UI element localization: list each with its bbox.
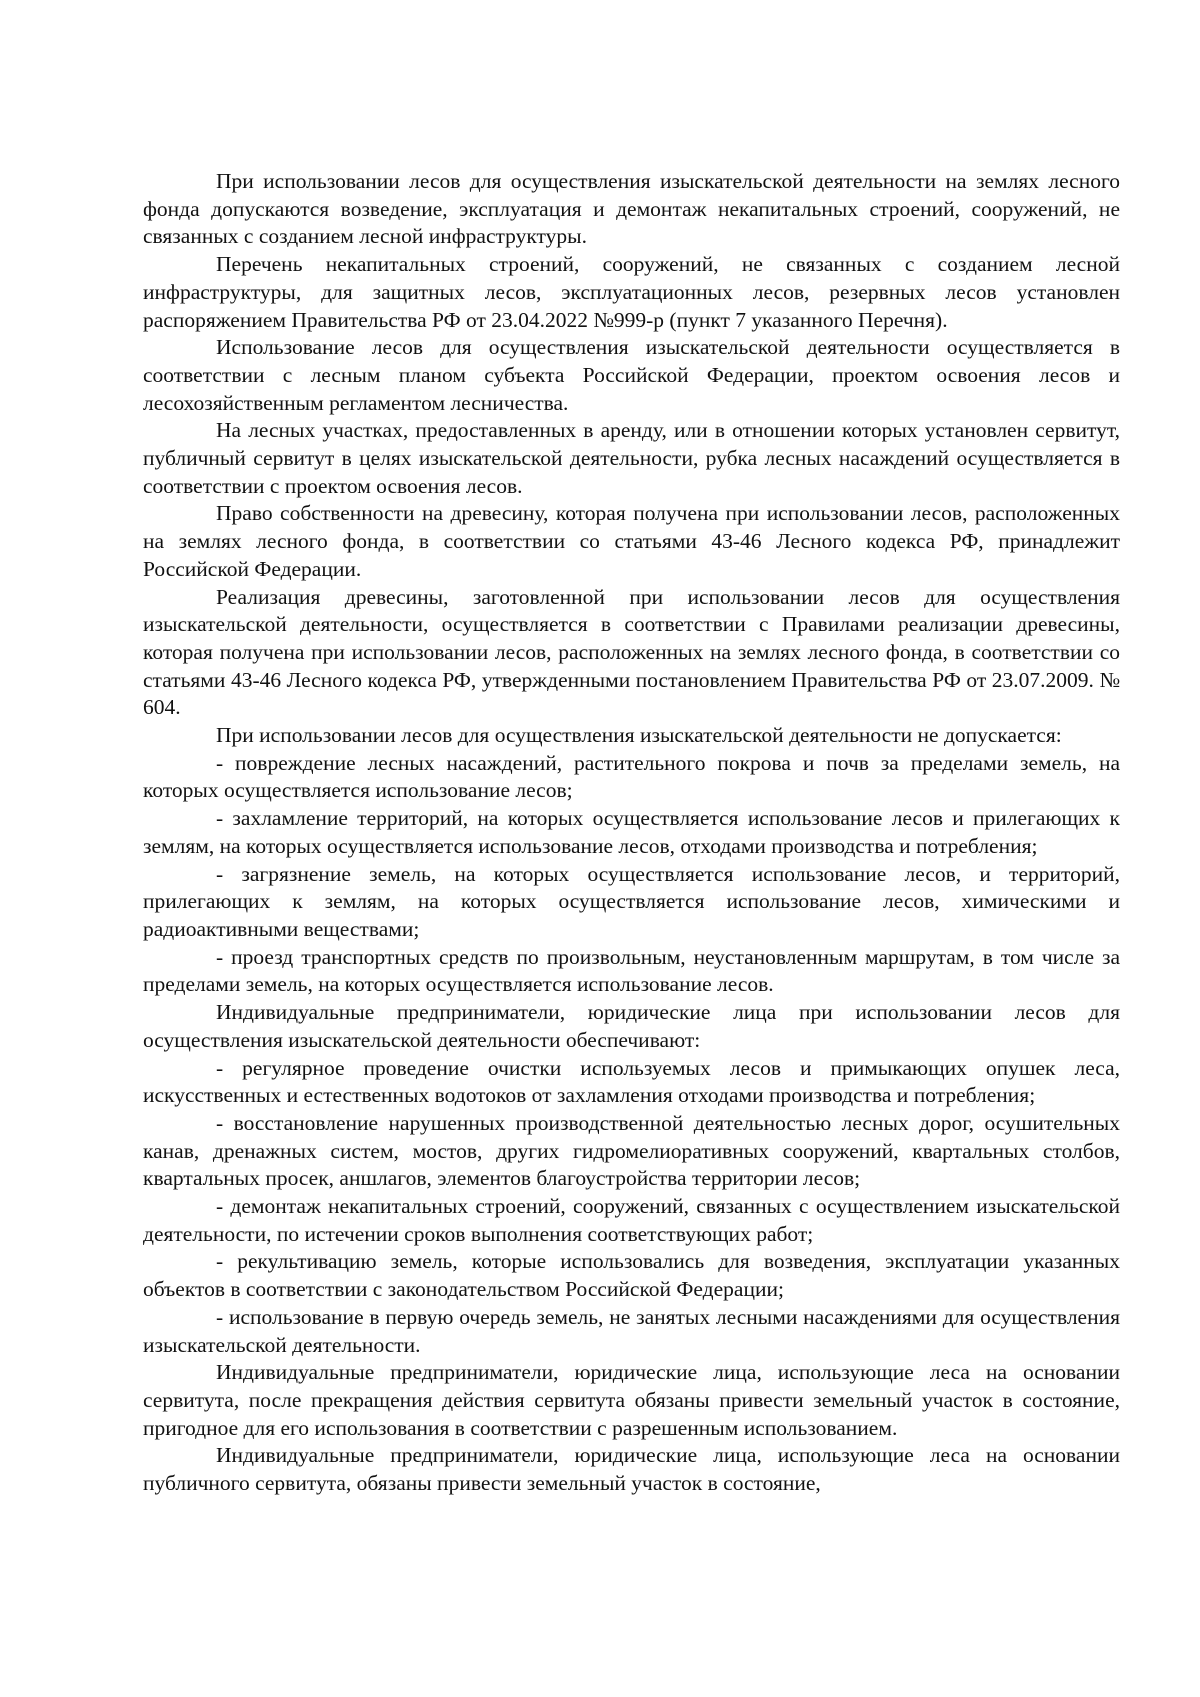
list-item: - загрязнение земель, на которых осуществляется использование лесов, и территорий, прилегающих к землям, на которых осуществляется использование лесов, химическими и радиоактивными веществами; bbox=[143, 861, 1120, 941]
list-item: - проезд транспортных средств по произвольным, неустановленным маршрутам, в том числе за пределами земель, на которых осуществляется использование лесов. bbox=[143, 944, 1120, 997]
paragraph: Использование лесов для осуществления изыскательской деятельности осуществляется в соответствии с лесным планом субъекта Российской Федерации, проектом освоения лесов и лесохозяйственным регламентом лесничества. bbox=[143, 335, 1120, 415]
paragraph: Реализация древесины, заготовленной при использовании лесов для осуществления изыскательской деятельности, осуществляется в соответствии с Правилами реализации древесины, которая получена при использовании лесов, расположенных на землях лесного фонда, в соответствии со статьями 43-46 Лесного кодекса РФ, утвержденными постановлением Правительства РФ от 23.07.2009. № 604. bbox=[143, 584, 1120, 720]
list-item: - повреждение лесных насаждений, растительного покрова и почв за пределами земель, на которых осуществляется использование лесов; bbox=[143, 750, 1120, 803]
paragraph: При использовании лесов для осуществления изыскательской деятельности на землях лесного фонда допускаются возведение, эксплуатация и демонтаж некапитальных строений, сооружений, не связанных с созданием лесной инфраструктуры. bbox=[143, 169, 1120, 249]
list-item: - рекультивацию земель, которые использовались для возведения, эксплуатации указанных объектов в соответствии с законодательством Российской Федерации; bbox=[143, 1249, 1120, 1302]
document-body bbox=[143, 168, 1120, 1498]
list-item: - восстановление нарушенных производственной деятельностью лесных дорог, осушительных канав, дренажных систем, мостов, других гидромелиоративных сооружений, квартальных столбов, квартальных просек, аншлагов, элементов благоустройства территории лесов; bbox=[143, 1110, 1120, 1191]
paragraph: Перечень некапитальных строений, сооружений, не связанных с созданием лесной инфраструктуры, для защитных лесов, эксплуатационных лесов, резервных лесов установлен распоряжением Правительства РФ от 23.04.2022 №999-р (пункт 7 указанного Перечня). bbox=[143, 252, 1120, 332]
paragraph: На лесных участках, предоставленных в аренду, или в отношении которых установлен сервитут, публичный сервитут в целях изыскательской деятельности, рубка лесных насаждений осуществляется в соответствии с проектом освоения лесов. bbox=[143, 418, 1120, 498]
list-item: - демонтаж некапитальных строений, сооружений, связанных с осуществлением изыскательской деятельности, по истечении сроков выполнения соответствующих работ; bbox=[143, 1194, 1120, 1246]
paragraph: При использовании лесов для осуществления изыскательской деятельности не допускается: bbox=[216, 723, 1062, 748]
list-item: - регулярное проведение очистки используемых лесов и примыкающих опушек леса, искусственных и естественных водотоков от захламления отходами производства и потребления; bbox=[143, 1055, 1120, 1108]
paragraph: Индивидуальные предприниматели, юридические лица при использовании лесов для осуществления изыскательской деятельности обеспечивают: bbox=[143, 1000, 1120, 1052]
paragraph: Право собственности на древесину, которая получена при использовании лесов, расположенных на землях лесного фонда, в соответствии со статьями 43-46 Лесного кодекса РФ, принадлежит Российской Федерации. bbox=[143, 501, 1120, 581]
paragraph: Индивидуальные предприниматели, юридические лица, использующие леса на основании сервитута, после прекращения действия сервитута обязаны привести земельный участок в состояние, пригодное для его использования в соответствии с разрешенным использованием. bbox=[143, 1360, 1120, 1440]
paragraph: Индивидуальные предприниматели, юридические лица, использующие леса на основании публичного сервитута, обязаны привести земельный участок в состояние, bbox=[143, 1443, 1120, 1496]
list-item: - использование в первую очередь земель, не занятых лесными насаждениями для осуществления изыскательской деятельности. bbox=[143, 1304, 1120, 1357]
list-item: - захламление территорий, на которых осуществляется использование лесов и прилегающих к землям, на которых осуществляется использование лесов, отходами производства и потребления; bbox=[143, 806, 1120, 858]
